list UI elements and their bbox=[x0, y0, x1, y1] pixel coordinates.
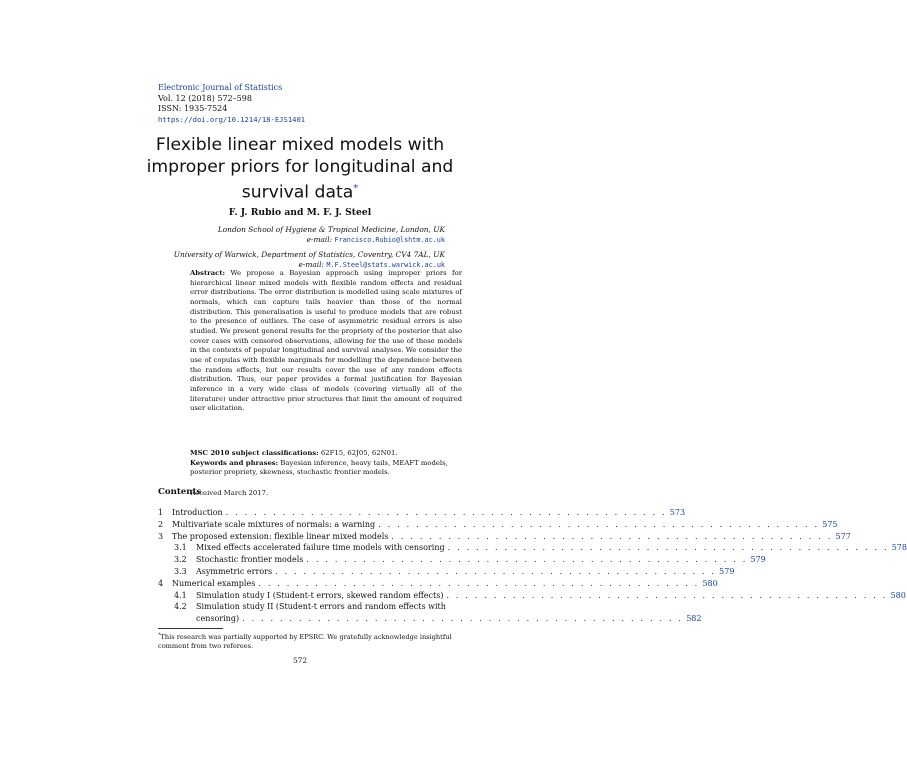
toc-page-link[interactable]: 578 bbox=[891, 543, 907, 553]
toc-page-link[interactable]: 575 bbox=[822, 519, 838, 529]
received-date: Received March 2017. bbox=[190, 489, 269, 497]
email-link[interactable]: Francisco.Rubio@lshtm.ac.uk bbox=[334, 235, 445, 244]
toc-leader: . . . . . . . . . . . . . . . . . . . . . . . . . . . . . . . . . . . . . . . . . . . . . . . bbox=[391, 531, 833, 541]
toc-title: The proposed extension: flexible linear mixed models bbox=[172, 531, 389, 541]
email-prefix: e-mail: bbox=[298, 259, 327, 269]
title-line-2: improper priors for longitudinal and bbox=[146, 156, 454, 177]
classification-block bbox=[190, 449, 462, 478]
contents-heading: Contents bbox=[158, 487, 202, 497]
toc-entry[interactable] bbox=[158, 566, 735, 579]
title-line-1: Flexible linear mixed models with bbox=[155, 135, 445, 155]
toc-entry[interactable] bbox=[158, 578, 718, 591]
abstract-label: Abstract: bbox=[190, 269, 226, 277]
toc-number: 4 bbox=[158, 578, 164, 588]
toc-page-link[interactable]: 580 bbox=[702, 578, 718, 588]
toc-number: 3.3 bbox=[174, 566, 187, 576]
toc-title: Introduction bbox=[172, 508, 223, 517]
journal-name-link[interactable]: Electronic Journal of Statistics bbox=[158, 83, 283, 92]
toc-entry[interactable] bbox=[158, 531, 851, 544]
abstract bbox=[190, 269, 462, 414]
msc-text: 62F15, 62J05, 62N01. bbox=[320, 449, 398, 457]
toc-leader: . . . . . . . . . . . . . . . . . . . . . . . . . . . . . . . . . . . . . . . . . . . . . . . bbox=[258, 578, 700, 588]
title-footnote-mark[interactable]: * bbox=[353, 183, 359, 194]
toc-title: Mixed effects accelerated failure time models with censoring bbox=[196, 543, 445, 553]
toc-title: Asymmetric errors bbox=[196, 566, 273, 576]
toc-entry[interactable] bbox=[158, 519, 838, 532]
footnote-mark: * bbox=[158, 632, 161, 638]
toc-entry[interactable] bbox=[158, 555, 766, 567]
toc-page-link[interactable]: 577 bbox=[835, 531, 851, 541]
toc-entry-continuation[interactable] bbox=[158, 614, 702, 626]
toc-leader: . . . . . . . . . . . . . . . . . . . . . . . . . . . . . . . . . . . . . . . . . . . . . . . bbox=[242, 614, 684, 624]
toc-leader: . . . . . . . . . . . . . . . . . . . . . . . . . . . . . . . . . . . . . . . . . . . . . . . bbox=[306, 555, 748, 565]
affiliation-institution: University of Warwick, Department of Statistics, Coventry, CV4 7AL, UK bbox=[173, 250, 445, 259]
toc-title: Numerical examples bbox=[172, 578, 256, 588]
footnote-rule bbox=[158, 628, 223, 629]
title-line-3: survival data bbox=[241, 182, 354, 203]
toc-page-link[interactable]: 580 bbox=[890, 590, 906, 600]
doi-link[interactable]: https://doi.org/10.1214/18-EJS1401 bbox=[158, 114, 306, 124]
journal-issn: ISSN: 1935-7524 bbox=[158, 104, 228, 113]
toc-entry[interactable] bbox=[158, 508, 686, 520]
authors: F. J. Rubio and M. F. J. Steel bbox=[228, 207, 372, 218]
toc-number: 1 bbox=[158, 508, 164, 517]
toc-title: Simulation study II (Student-t errors and random effects with bbox=[196, 602, 446, 612]
toc-leader: . . . . . . . . . . . . . . . . . . . . . . . . . . . . . . . . . . . . . . . . . . . . . . . bbox=[447, 543, 889, 553]
abstract-text: We propose a Bayesian approach using improper priors for hierarchical linear mixed models with flexible random effects and residual error distributions. The error distribution is modelled using scale mixtures of normals, which can capture tails heavier than those of the normal distribution. This generalisation is useful to produce models that are robust to the presence of outliers. The case of asymmetric residual errors is also studied. We present general results for the propriety of the posterior that also cover cases with censored observations, allowing for the use of these models in the contexts of popular longitudinal and survival analyses. We consider the use of copulas with flexible marginals for modelling the dependence between the random effects, but our results cover the use of any random effects distribution. Thus, our paper provides a formal justification for Bayesian inference in a very wide class of models (covering virtually all of the literature) under attractive prior structures that limit the amount of required user elicitation. bbox=[190, 269, 462, 413]
toc-title-continuation: censoring) bbox=[196, 614, 240, 624]
toc-page-link[interactable]: 582 bbox=[686, 614, 702, 624]
toc-page-link[interactable]: 579 bbox=[750, 555, 766, 565]
toc-leader: . . . . . . . . . . . . . . . . . . . . . . . . . . . . . . . . . . . . . . . . . . . . . . . bbox=[225, 508, 667, 517]
email-prefix: e-mail: bbox=[306, 234, 335, 244]
footnote-text: This research was partially supported by EPSRC. We gratefully acknowledge insightful comment from two referees. bbox=[158, 633, 452, 651]
email-link[interactable]: M.F.Steel@stats.warwick.ac.uk bbox=[326, 260, 445, 269]
journal-volume: Vol. 12 (2018) 572–598 bbox=[158, 93, 252, 103]
toc-leader: . . . . . . . . . . . . . . . . . . . . . . . . . . . . . . . . . . . . . . . . . . . . . . . bbox=[275, 566, 717, 576]
toc-title: Stochastic frontier models bbox=[196, 555, 304, 565]
toc-title: Simulation study I (Student-t errors, skewed random effects) bbox=[196, 590, 444, 600]
toc-entry[interactable] bbox=[158, 590, 906, 603]
keywords-label: Keywords and phrases: bbox=[190, 458, 279, 467]
toc-number: 3.2 bbox=[174, 555, 187, 565]
affiliation-2 bbox=[155, 250, 445, 270]
paper-title bbox=[130, 135, 470, 204]
toc-page-link[interactable]: 573 bbox=[669, 508, 686, 517]
toc-page-link[interactable]: 579 bbox=[719, 566, 735, 576]
toc-number: 4.2 bbox=[174, 602, 187, 612]
toc-leader: . . . . . . . . . . . . . . . . . . . . . . . . . . . . . . . . . . . . . . . . . . . . . . . bbox=[378, 519, 820, 529]
affiliation-institution: London School of Hygiene & Tropical Medicine, London, UK bbox=[217, 225, 445, 234]
page-number: 572 bbox=[292, 656, 308, 665]
toc-number: 2 bbox=[158, 519, 164, 529]
toc-entry[interactable] bbox=[158, 602, 496, 614]
toc-number: 4.1 bbox=[174, 590, 187, 600]
footnote bbox=[158, 631, 478, 651]
keywords-text: Bayesian inference, heavy tails, MEAFT models, posterior propriety, skewness, stochastic frontier models. bbox=[190, 458, 448, 477]
toc-number: 3.1 bbox=[174, 543, 187, 553]
affiliation-1 bbox=[155, 225, 445, 245]
table-of-contents bbox=[158, 508, 907, 626]
toc-leader: . . . . . . . . . . . . . . . . . . . . . . . . . . . . . . . . . . . . . . . . . . . . . . . bbox=[446, 590, 888, 600]
toc-number: 3 bbox=[158, 531, 164, 541]
toc-entry[interactable] bbox=[158, 543, 907, 555]
journal-header bbox=[158, 83, 305, 125]
toc-title: Multivariate scale mixtures of normals: a warning bbox=[172, 519, 376, 529]
msc-label: MSC 2010 subject classifications: bbox=[190, 449, 319, 457]
